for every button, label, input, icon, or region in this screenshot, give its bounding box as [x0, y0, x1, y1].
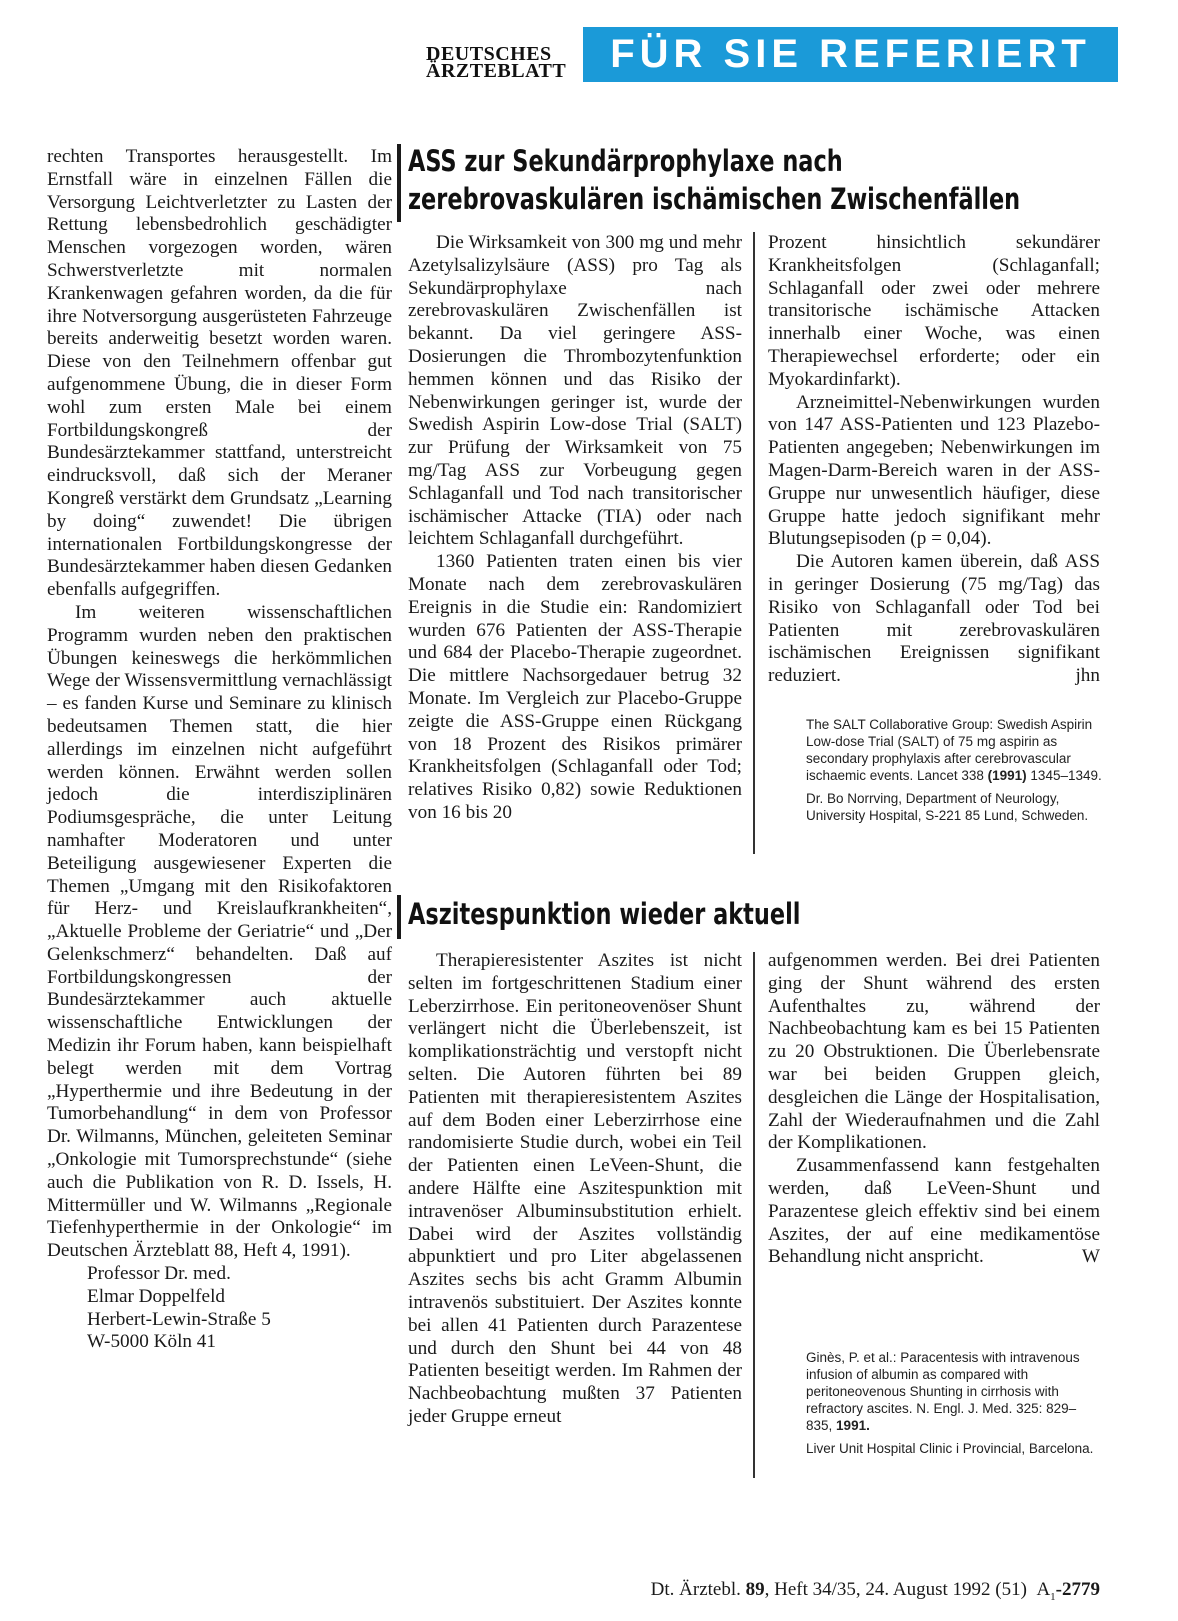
paragraph: Im weiteren wissenschaftlichen Programm wurden neben den praktischen Übungen keineswegs die herkömmlichen Wege der Wissensvermittlung vernachlässigt – es fanden Kurse und Seminare zu klinisch bedeutsamen Themen statt, die hier allerdings im einzelnen nicht aufgeführt werden können. Erwähnt werden sollen jedoch die interdisziplinären Podiumsgespräche, die unter Leitung namhafter Moderatoren und unter Beteiligung ausgewiesener Experten die Themen „Umgang mit den Risikofaktoren für Herz- und Kreislaufkrankheiten“, „Aktuelle Probleme der Geriatrie“ und „Der Gelenkschmerz“ behandelten. Daß auf Fortbildungskongressen der Bundesärztekammer auch aktuelle wissenschaftliche Entwicklungen der Medizin ihr Forum haben, kann beispielhaft belegt werden mit dem Vortrag „Hyperthermie und ihre Bedeutung in der Tumorbehandlung“ in dem von Professor Dr. Wilmanns, München, geleiteten Seminar „Onkologie mit Tumorsprechstunde“ (siehe auch die Publikation von R. D. Issels, H. Mittermüller und W. Wilmanns „Regionale Tiefenhyperthermie in der Onkologie“ im Deutschen Ärzteblatt 88, Heft 4, 1991).: [47, 601, 392, 1262]
paragraph-text: Die Autoren kamen überein, daß ASS in geringer Dosierung (75 mg/Tag) das Risiko von Schlaganfall oder Tod bei Patienten mit zerebrovaskulären ischämischen Ereignissen signifikant reduziert.: [768, 551, 1100, 687]
article-title: Aszitespunktion wieder aktuell: [408, 897, 801, 931]
signature-line: W-5000 Köln 41: [87, 1331, 216, 1353]
section-rubric: FÜR SIE REFERIERT: [583, 27, 1118, 82]
citation-pages: 1345–1349.: [1030, 768, 1102, 783]
article-column: [408, 232, 742, 825]
page-number: -2779: [1055, 1579, 1100, 1600]
author-signature: [47, 1263, 392, 1354]
column-divider: [397, 895, 401, 939]
paragraph: Die Wirksamkeit von 300 mg und mehr Azetylsalizylsäure (ASS) pro Tag als Sekundärprophylaxe nach zerebrovaskulären Zwischenfällen ist bekannt. Da viel geringere ASS-Dosierungen die Thrombozytenfunktion hemmen können und das Risiko der Nebenwirkungen geringer ist, wurde der Swedish Aspirin Low-dose Trial (SALT) zur Prüfung der Wirksamkeit von 75 mg/Tag ASS zur Vorbeugung gegen Schlaganfall und Tod nach transitorischer ischämischer Attacke (TIA) oder nach leichtem Schlaganfall durchgeführt.: [408, 232, 742, 550]
masthead-line2: ÄRZTEBLATT: [426, 60, 567, 82]
address: Dr. Bo Norrving, Department of Neurology, University Hospital, S-221 85 Lund, Schweden.: [806, 791, 1089, 823]
paragraph-text: Zusammenfassend kann festgehalten werden, daß LeVeen-Shunt und Parazentese gleich effektiv sind bei einem Aszites, der auf eine medikamentöse Behandlung nicht anspricht.: [768, 1155, 1100, 1268]
left-column: [47, 146, 392, 1354]
paragraph: Therapieresistenter Aszites ist nicht selten im fortgeschrittenen Stadium einer Leberzirrhose. Ein peritoneovenöser Shunt verlängert nicht die Überlebenszeit, ist komplikationsträchtig und verstopft nicht selten. Die Autoren führten bei 89 Patienten mit therapieresistentem Aszites auf dem Boden einer Leberzirrhose eine randomisierte Studie durch, wobei ein Teil der Patienten einen LeVeen-Shunt, die andere Hälfte eine Aszitespunktion mit intravenöser Albuminsubstitution erhielt. Dabei wird der Aszites vollständig abpunktiert und pro Liter abgelassenen Aszites sechs bis acht Gramm Albumin intravenös substituiert. Der Aszites konnte bei allen 41 Patienten durch Parazentese und durch den Shunt bei 44 von 48 Patienten beseitigt werden. Im Rahmen der Nachbeobachtung mußten 37 Patienten jeder Gruppe erneut: [408, 950, 742, 1427]
paragraph: [768, 551, 1100, 688]
column-divider: [753, 232, 755, 854]
address: Liver Unit Hospital Clinic i Provincial, Barcelona.: [806, 1441, 1094, 1456]
signature-line: Elmar Doppelfeld: [87, 1285, 225, 1307]
paragraph: aufgenommen werden. Bei drei Patienten ging der Shunt während des ersten Aufenthaltes zu, während der Nachbeobachtung kam es bei 15 Patienten zu 20 Obstruktionen. Die Überlebensrate war bei beiden Gruppen gleich, desgleichen die Länge der Hospitalisation, Zahl der Wiederaufnahmen und die Zahl der Komplikationen.: [768, 950, 1100, 1154]
citation: [806, 1349, 1102, 1434]
reference-block: [806, 1349, 1102, 1463]
page-footer: [580, 1579, 1100, 1603]
citation-year: (1991): [987, 768, 1027, 783]
author-initials: W: [1081, 1246, 1100, 1268]
paragraph: rechten Transportes herausgestellt. Im Ernstfall wäre in einzelnen Fällen die Versorgung Leichtverletzter zu Lasten der Rettung lebensbedrohlich geschädigter Menschen vorgezogen worden, wären Schwerstverletzte mit normalen Krankenwagen gefahren worden, da die für ihre Notversorgung ausgerüsteten Fahrzeuge bereits anderweitig besetzt worden waren. Diese von den Teilnehmern offenbar gut aufgenommene Übung, die in dieser Form wohl zum ersten Male bei einem Fortbildungskongreß der Bundesärztekammer stattfand, unterstreicht eindrucksvoll, daß sich der Meraner Kongreß verstärkt dem Grundsatz „Learning by doing“ zuwendet! Die übrigen internationalen Fortbildungskongresse der Bundesärztekammer haben diesen Gedanken ebenfalls aufgegriffen.: [47, 146, 392, 601]
citation-text: The SALT Collaborative Group: Swedish Aspirin Low-dose Trial (SALT) of 75 mg aspirin as secondary prophylaxis after cerebrovascular ischaemic events. Lancet 338: [806, 717, 1093, 783]
article-column: [768, 232, 1100, 688]
article-title: [408, 142, 1036, 218]
reference-block: [806, 716, 1102, 830]
masthead-line1: DEUTSCHES: [426, 43, 552, 65]
page-letter: A: [1036, 1579, 1051, 1600]
journal-abbrev: Dt. Ärztebl.: [650, 1579, 741, 1600]
column-divider: [753, 952, 755, 1478]
paragraph: Prozent hinsichtlich sekundärer Krankheitsfolgen (Schlaganfall; Schlaganfall oder zwei oder mehrere transitorische ischämische Attacken innerhalb einer Woche, was einen Therapiewechsel erforderte; oder ein Myokardinfarkt).: [768, 232, 1100, 390]
volume-number: 89: [745, 1579, 765, 1600]
masthead-logo: [426, 43, 574, 82]
article-column: [408, 950, 742, 1429]
paragraph: [768, 1155, 1100, 1269]
article-title-line: zerebrovaskulären ischämischen Zwischenfällen: [408, 182, 1021, 216]
citation: [806, 716, 1102, 784]
citation-text: Ginès, P. et al.: Paracentesis with intravenous infusion of albumin as compared with peritoneovenous Shunting in cirrhosis with refractory ascites. N. Engl. J. Med. 325: 829–835,: [806, 1350, 1080, 1433]
issue-info: , Heft 34/35, 24. August 1992 (51): [764, 1579, 1027, 1600]
signature-line: Professor Dr. med.: [87, 1263, 231, 1285]
paragraph: Arzneimittel-Nebenwirkungen wurden von 147 ASS-Patienten und 123 Plazebo-Patienten angegeben; Nebenwirkungen im Magen-Darm-Bereich waren in der ASS-Gruppe nur unwesentlich häufiger, diese Gruppe hatte jedoch signifikant mehr Blutungsepisoden (p = 0,04).: [768, 391, 1100, 550]
column-divider: [397, 144, 401, 222]
paragraph: 1360 Patienten traten einen bis vier Monate nach dem zerebrovaskulären Ereignis in die Studie ein: Randomiziert wurden 676 Patienten der ASS-Therapie und 684 der Placebo-Therapie zugeordnet. Die mittlere Nachsorgedauer betrug 32 Monate. Im Vergleich zur Placebo-Gruppe zeigte die ASS-Gruppe einen Rückgang von 18 Prozent des Risikos primärer Krankheitsfolgen (Schlaganfall oder Tod; relatives Risiko 0,82) sowie Reduktionen von 16 bis 20: [408, 551, 742, 823]
author-initials: jhn: [1075, 665, 1100, 687]
citation-year: 1991.: [836, 1418, 870, 1433]
page-subscript: 1: [1050, 1590, 1056, 1603]
article-title-line: ASS zur Sekundärprophylaxe nach: [408, 144, 843, 178]
signature-line: Herbert-Lewin-Straße 5: [87, 1308, 271, 1330]
article-column: [768, 950, 1100, 1269]
